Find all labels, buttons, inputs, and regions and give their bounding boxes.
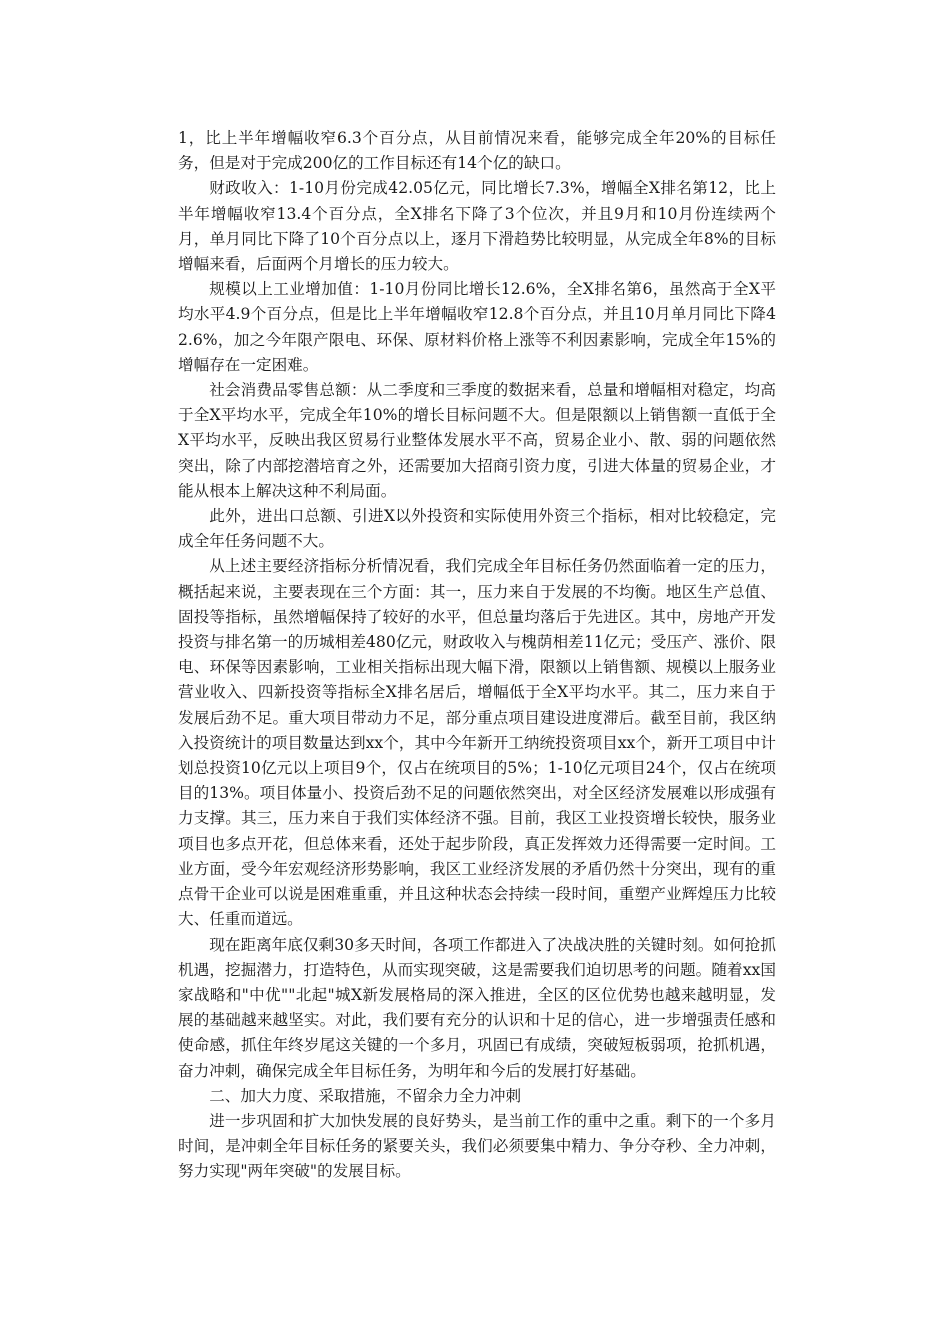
document-body [178, 126, 776, 1185]
paragraph-sprint: 进一步巩固和扩大加快发展的良好势头，是当前工作的重中之重。剩下的一个多月时间，是冲刺全年目标任务的紧要关头，我们必须要集中精力、争分夺秒、全力冲刺，努力实现"两年突破"的发展目标。 [178, 1111, 776, 1181]
section-heading: 二、加大力度、采取措施，不留余力全力冲刺 [209, 1086, 522, 1105]
paragraph-continuation: 1，比上半年增幅收窄6.3个百分点，从目前情况来看，能够完成全年20%的目标任务，但是对于完成200亿的工作目标还有14个亿的缺口。 [178, 129, 776, 173]
paragraph-trade-investment: 此外，进出口总额、引进X以外投资和实际使用外资三个指标，相对比较稳定，完成全年任务问题不大。 [178, 507, 776, 551]
paragraph-year-end: 现在距离年底仅剩30多天时间，各项工作都进入了决战决胜的关键时刻。如何抢抓机遇，挖掘潜力，打造特色，从而实现突破，这是需要我们迫切思考的问题。随着xx国家战略和"中优""北起"城X新发展格局的深入推进，全区的区位优势也越来越明显，发展的基础越来越坚实。对此，我们要有充分的认识和十足的信心，进一步增强责任感和使命感，抓住年终岁尾这关键的一个多月，巩固已有成绩，突破短板弱项，抢抓机遇，奋力冲刺，确保完成全年目标任务，为明年和今后的发展打好基础。 [178, 935, 776, 1080]
paragraph-retail-sales: 社会消费品零售总额：从二季度和三季度的数据来看，总量和增幅相对稳定，均高于全X平均水平，完成全年10%的增长目标问题不大。但是限额以上销售额一直低于全X平均水平，反映出我区贸易行业整体发展水平不高，贸易企业小、散、弱的问题依然突出，除了内部挖潜培育之外，还需要加大招商引资力度，引进大体量的贸易企业，才能从根本上解决这种不利局面。 [178, 381, 776, 500]
paragraph-industrial-value: 规模以上工业增加值：1-10月份同比增长12.6%，全X排名第6，虽然高于全X平均水平4.9个百分点，但是比上半年增幅收窄12.8个百分点，并且10月单月同比下降42.6%，加之今年限产限电、环保、原材料价格上涨等不利因素影响，完成全年15%的增幅存在一定困难。 [178, 280, 776, 374]
paragraph-fiscal-revenue: 财政收入：1-10月份完成42.05亿元，同比增长7.3%，增幅全X排名第12，比上半年增幅收窄13.4个百分点，全X排名下降了3个位次，并且9月和10月份连续两个月，单月同比下降了10个百分点以上，逐月下滑趋势比较明显，从完成全年8%的目标增幅来看，后面两个月增长的压力较大。 [178, 179, 776, 274]
paragraph-pressure-analysis: 从上述主要经济指标分析情况看，我们完成全年目标任务仍然面临着一定的压力，概括起来说，主要表现在三个方面：其一，压力来自于发展的不均衡。地区生产总值、固投等指标，虽然增幅保持了较好的水平，但总量均落后于先进区。其中，房地产开发投资与排名第一的历城相差480亿元，财政收入与槐荫相差11亿元；受压产、涨价、限电、环保等因素影响，工业相关指标出现大幅下滑，限额以上销售额、规模以上服务业营业收入、四新投资等指标全X排名居后，增幅低于全X平均水平。其二，压力来自于发展后劲不足。重大项目带动力不足，部分重点项目建设进度滞后。截至目前，我区纳入投资统计的项目数量达到xx个，其中今年新开工纳统投资项目xx个，新开工项目中计划总投资10亿元以上项目9个，仅占在统项目的5%；1-10亿元项目24个，仅占在统项目的13%。项目体量小、投资后劲不足的问题依然突出，对全区经济发展难以形成强有力支撑。其三，压力来自于我们实体经济不强。目前，我区工业投资增长较快，服务业项目也多点开花，但总体来看，还处于起步阶段，真正发挥效力还得需要一定时间。工业方面，受今年宏观经济形势影响，我区工业经济发展的矛盾仍然十分突出，现有的重点骨干企业可以说是困难重重，并且这种状态会持续一段时间，重塑产业辉煌压力比较大、任重而道远。 [178, 557, 776, 929]
